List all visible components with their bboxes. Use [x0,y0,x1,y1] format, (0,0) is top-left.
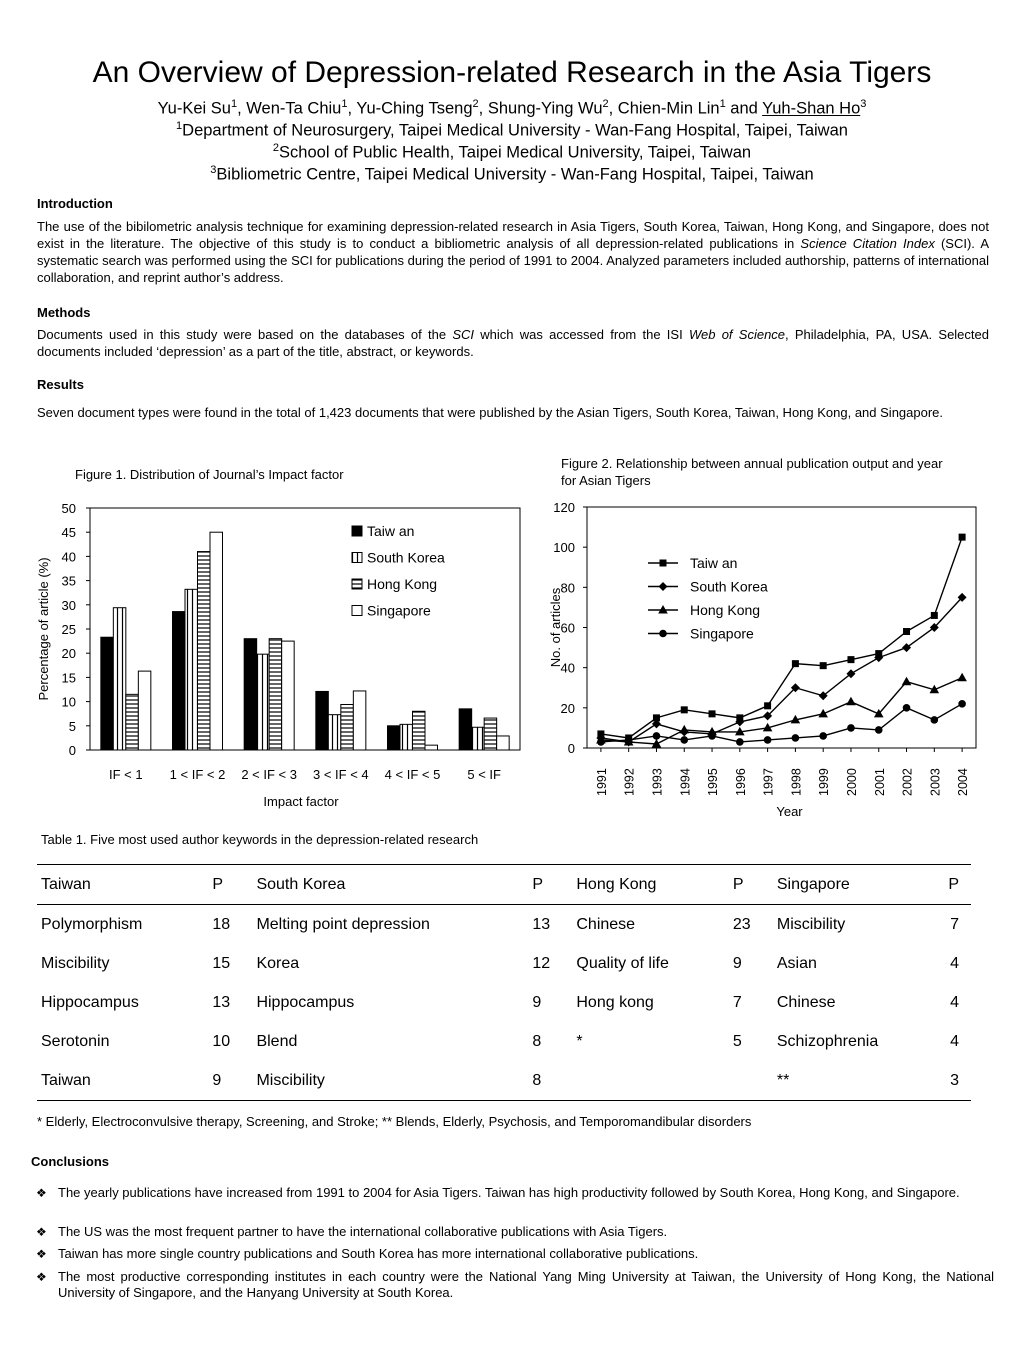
keyword-cell: Quality of life [576,954,669,972]
bar [484,718,497,750]
keyword-cell: Hong kong [576,993,654,1011]
legend-swatch [352,606,362,616]
data-point [764,736,772,744]
keyword-cell: Blend [256,1032,298,1050]
bar [425,745,438,750]
y-axis-label: No. of articles [548,587,563,668]
y-tick-label: 35 [61,573,76,589]
bar [126,694,139,750]
table-1-caption: Table 1. Five most used author keywords in the depression-related research [41,832,479,847]
bar [497,736,510,750]
count-cell: 4 [950,1032,959,1050]
conclusion-text: The US was the most frequent partner to have the international collaborative publications with Asia Tigers. [58,1224,668,1239]
x-tick-label: 2003 [928,768,943,796]
x-axis-label: Year [776,804,803,819]
x-tick-label: 3 < IF < 4 [313,767,369,782]
count-cell: 7 [732,993,742,1011]
keyword-cell: Miscibility [41,954,110,972]
text-run: The use of the bibilometric analysis technique for examining depression-related research in Asia Tigers, South Korea, Taiwan, Hong Kong, and Singapore, does not exist in the literature. The objective of this study is to conduct a bibliometric analysis of all depression-related publications in [37,219,989,251]
data-point [931,716,939,724]
x-tick-label: 5 < IF [467,767,501,782]
affiliation-text: Department of Neurosurgery, Taipei Medical University - Wan-Fang Hospital, Taipei, Taiwan [182,121,848,140]
y-tick-label: 10 [61,694,76,710]
author-sup: 2 [602,98,609,110]
italic-run: Science Citation Index [800,236,935,251]
keyword-cell [572,1061,728,1101]
keyword-cell: Korea [256,954,300,972]
y-tick-label: 20 [61,646,76,662]
bar [257,654,270,750]
keyword-cell: Melting point depression [256,915,430,933]
figure-2-line-chart [540,490,1010,830]
author-sup: 1 [719,98,726,110]
x-tick-label: IF < 1 [109,767,143,782]
legend-marker [659,630,667,638]
data-point [625,736,633,744]
bar [173,612,186,750]
italic-run: Web of Science [688,327,786,342]
x-tick-label: 2001 [872,768,887,796]
y-tick-label: 100 [553,540,575,556]
bar [210,532,223,750]
y-tick-label: 0 [68,743,76,758]
figure-1-bar-chart [0,490,540,820]
data-point [736,738,744,746]
data-point [847,724,855,732]
x-tick-label: 4 < IF < 5 [384,767,441,782]
legend-marker [660,560,667,567]
count-cell: 7 [950,915,959,933]
x-tick-label: 1991 [594,768,609,796]
keyword-cell: Polymorphism [41,915,143,933]
data-point [903,704,911,712]
data-point [903,628,910,635]
count-cell: 9 [532,993,542,1011]
count-cell: 23 [732,915,751,933]
text-run: which was accessed from the ISI [474,327,689,342]
keyword-cell: Serotonin [41,1032,110,1050]
bar [413,711,426,750]
count-cell: 8 [532,1071,542,1089]
author-name: Wen-Ta Chiu [246,99,342,118]
x-tick-label: 1995 [706,768,721,796]
y-tick-label: 5 [68,718,76,734]
conclusion-text: Taiwan has more single country publications and South Korea has more international collaborative publications. [58,1246,699,1261]
y-tick-label: 30 [61,597,76,613]
bar [353,691,366,750]
legend-swatch [352,579,362,589]
count-cell: 4 [950,993,959,1011]
y-axis-label: Percentage of article (%) [36,557,51,701]
legend-label: South Korea [367,549,445,566]
keyword-cell: ** [776,1071,790,1089]
keyword-table [37,864,971,1101]
table-row [37,905,971,945]
count-cell: 15 [212,954,231,972]
x-tick-label: 1998 [789,768,804,796]
separator: , [478,99,488,118]
introduction-paragraph [37,218,989,286]
column-header: P [948,875,959,893]
bar [388,726,401,750]
x-tick-label: 1 < IF < 2 [169,767,226,782]
author-name: Yu-Kei Su [157,99,231,118]
y-tick-label: 40 [560,660,575,676]
data-point [708,732,716,740]
x-tick-label: 1992 [622,768,637,796]
text-run: , Philadelphia, PA, USA. Selected documents included ‘depression’ as a part of the title, abstract, or keywords. [37,327,989,359]
count-cell: 9 [732,954,742,972]
data-point [819,732,827,740]
count-cell: 13 [532,915,551,933]
bar [113,608,126,750]
text-run: Documents used in this study were based on the databases of the [37,327,453,342]
legend-label: Hong Kong [367,576,438,592]
x-axis-label: Impact factor [263,794,339,809]
y-tick-label: 0 [567,741,575,756]
legend-swatch [352,526,362,536]
y-tick-label: 15 [61,670,76,686]
count-cell: 18 [212,915,231,933]
y-tick-label: 45 [61,525,76,541]
y-tick-label: 50 [61,501,76,516]
x-tick-label: 1994 [678,768,693,796]
x-tick-label: 2 < IF < 3 [241,767,297,782]
conclusions-heading: Conclusions [31,1154,110,1169]
count-cell: 4 [950,954,959,972]
table-footnote: * Elderly, Electroconvulsive therapy, Screening, and Stroke; ** Blends, Elderly, Psychosis, and Temporomandibular disorders [37,1114,752,1129]
keyword-cell: Taiwan [41,1071,91,1089]
keyword-cell: Hippocampus [41,993,139,1011]
poster-title: An Overview of Depression-related Research in the Asia Tigers [92,56,932,89]
table-header-row [37,865,971,905]
column-header: Hong Kong [576,875,657,893]
figure-1-caption: Figure 1. Distribution of Journal’s Impact factor [75,467,344,482]
y-tick-label: 40 [61,549,76,565]
data-point [958,700,966,708]
bar [101,637,114,750]
keyword-cell: Chinese [776,993,836,1011]
keyword-cell: Miscibility [256,1071,325,1089]
x-tick-label: 2004 [956,768,971,796]
bar [244,639,257,750]
keyword-cell: Miscibility [776,915,846,933]
bar [328,715,341,750]
data-point [764,702,771,709]
affiliation-sup: 1 [176,120,183,132]
x-tick-label: 2002 [900,768,915,796]
separator: , [608,99,618,118]
column-header: South Korea [256,875,346,893]
separator: and [725,99,763,118]
separator: , [347,99,357,118]
count-cell: 3 [950,1071,959,1089]
plot-area [587,507,976,748]
column-header: P [532,875,543,893]
x-tick-label: 1997 [761,768,776,796]
bar [400,724,413,750]
results-heading: Results [37,377,84,392]
y-tick-label: 20 [560,700,575,716]
bar [198,552,211,750]
legend-label: Taiw an [367,523,415,539]
data-point [681,706,688,713]
data-point [680,736,688,744]
count-cell: 8 [532,1032,542,1050]
y-tick-label: 25 [61,622,76,637]
y-tick-label: 80 [560,580,575,596]
bar [185,589,198,750]
affiliation-text: School of Public Health, Taipei Medical University, Taipei, Taiwan [279,143,752,162]
affiliation-sup: 2 [272,142,280,154]
bar [138,671,151,750]
count-cell: 12 [532,954,551,972]
data-point [820,662,827,669]
data-point [847,656,854,663]
methods-paragraph [37,326,989,360]
figure-2-caption: Figure 2. Relationship between annual publication output and year for Asian Tigers [561,456,943,488]
column-header: P [212,875,224,893]
count-cell: 9 [212,1071,222,1089]
conclusion-item [36,1185,996,1217]
italic-run: SCI [452,327,474,342]
author-sup: 3 [860,98,867,110]
affiliation-text: Bibliometric Centre, Taipei Medical University - Wan-Fang Hospital, Taipei, Taiwan [216,165,814,184]
introduction-heading: Introduction [37,196,113,211]
author-sup: 1 [230,98,238,110]
diamond-bullet-icon: ❖ [36,1247,47,1261]
legend-label: Singapore [690,625,754,642]
y-tick-label: 60 [560,620,575,636]
column-header: Singapore [776,875,850,893]
separator: , [237,99,247,118]
conclusion-text: The most productive corresponding institutes in each country were the National Yang Ming University at Taiwan, the University of Hong Kong, the National University of Singapore, and the Hanyang University at South Korea. [58,1269,994,1300]
legend-label: Taiw an [690,555,738,571]
corresponding-author-name: Yuh-Shan Ho [762,99,861,118]
conclusion-text: The yearly publications have increased from 1991 to 2004 for Asia Tigers. Taiwan has high productivity followed by South Korea, Hong Kong, and Singapore. [58,1185,960,1200]
data-point [709,710,716,717]
keyword-cell: Hippocampus [256,993,355,1011]
keyword-cell: Chinese [576,915,636,933]
bar [341,705,354,750]
data-point [792,734,800,742]
data-point [792,660,799,667]
data-point [931,612,938,619]
x-tick-label: 1993 [650,768,665,796]
bar [459,709,472,750]
column-header: P [732,875,744,893]
count-cell: 5 [732,1032,742,1050]
author-sup: 2 [472,98,479,110]
legend-label: South Korea [690,578,768,595]
bar [282,641,295,750]
affiliation-sup: 3 [210,164,217,176]
legend-label: Hong Kong [690,602,761,618]
conclusion-item [36,1269,996,1301]
data-point [653,732,661,740]
count-cell [729,1061,773,1101]
methods-heading: Methods [37,305,91,320]
results-paragraph: Seven document types were found in the total of 1,423 documents that were published by the Asian Tigers, South Korea, Taiwan, Hong Kong, and Singapore. [37,405,944,420]
diamond-bullet-icon: ❖ [36,1270,47,1284]
legend-swatch [352,553,362,563]
conclusion-item [36,1224,996,1240]
column-header: Taiwan [41,875,91,893]
keyword-cell: Asian [776,954,817,972]
table-row [37,1061,971,1101]
y-tick-label: 120 [553,500,575,515]
data-point [959,534,966,541]
count-cell: 13 [212,993,231,1011]
x-tick-label: 1999 [817,768,832,796]
author-name: Yu-Ching Tseng [356,99,473,118]
diamond-bullet-icon: ❖ [36,1186,47,1200]
bar [472,727,485,750]
plot-area [90,508,520,750]
x-tick-label: 1996 [733,768,748,796]
legend-label: Singapore [367,602,431,619]
text-run: (SCI). A systematic search was performed using the SCI for publications during the period of 1991 to 2004. Analyzed parameters included authorship, patterns of international collaboration, and reprint author’s address. [37,236,989,285]
affiliation-3 [0,159,1024,186]
data-point [597,738,605,746]
bar [269,639,282,750]
data-point [875,726,883,734]
bar [316,691,329,750]
x-tick-label: 2000 [844,768,859,796]
table-row [37,983,971,1022]
conclusion-item [36,1246,996,1262]
table-row [37,944,971,983]
author-name: Chien-Min Lin [617,99,720,118]
author-sup: 1 [341,98,348,110]
keyword-cell: * [576,1032,583,1050]
diamond-bullet-icon: ❖ [36,1225,47,1239]
table-row [37,1022,971,1061]
keyword-cell: Schizophrenia [776,1032,879,1050]
count-cell: 10 [212,1032,231,1050]
author-name: Shung-Ying Wu [487,99,603,118]
